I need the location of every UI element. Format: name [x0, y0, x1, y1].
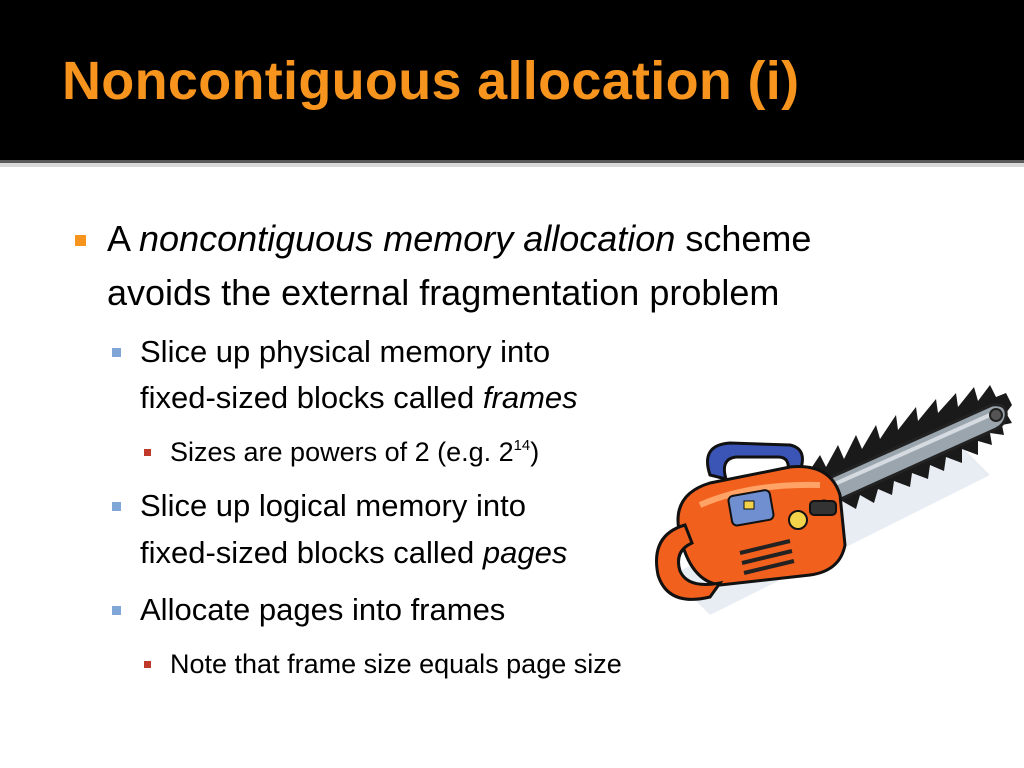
subbullet-2-line-2: [140, 535, 567, 571]
subsubbullet-1: [170, 437, 539, 468]
subbullet-3: Allocate pages into frames: [140, 592, 506, 627]
subbullet-1-emphasis: frames: [482, 380, 578, 415]
subbullet-1-line-1: Slice up physical memory into: [140, 334, 551, 369]
chainsaw-clipart: [640, 375, 1020, 625]
subbullet-1-prefix: fixed-sized blocks called: [140, 380, 483, 415]
bullet-1-line-2: avoids the external fragmentation problem: [107, 272, 780, 313]
subbullet-square-icon: [112, 606, 121, 615]
subbullet-2-emphasis: pages: [482, 535, 568, 570]
bullet-1-emphasis: noncontiguous memory allocation: [139, 218, 676, 259]
subsubbullet-square-icon: [144, 661, 151, 668]
subbullet-2-prefix: fixed-sized blocks called: [140, 535, 483, 570]
subbullet-1-line-2: [140, 380, 578, 416]
bullet-square-icon: [75, 235, 86, 246]
exponent: 14: [513, 437, 531, 454]
bullet-1-suffix: scheme: [675, 218, 812, 259]
subbullet-square-icon: [112, 348, 121, 357]
bullet-1-line-1: [107, 218, 811, 260]
subbullet-2-line-1: Slice up logical memory into: [140, 488, 526, 523]
subbullet-square-icon: [112, 502, 121, 511]
subsubbullet-square-icon: [144, 449, 151, 456]
subsubbullet-1-suffix: ): [530, 437, 540, 467]
bullet-1-prefix: A: [107, 218, 140, 259]
slide-title: Noncontiguous allocation (i): [62, 51, 800, 111]
subsubbullet-2: Note that frame size equals page size: [170, 649, 622, 679]
subsubbullet-1-prefix: Sizes are powers of 2 (e.g. 2: [170, 437, 514, 467]
